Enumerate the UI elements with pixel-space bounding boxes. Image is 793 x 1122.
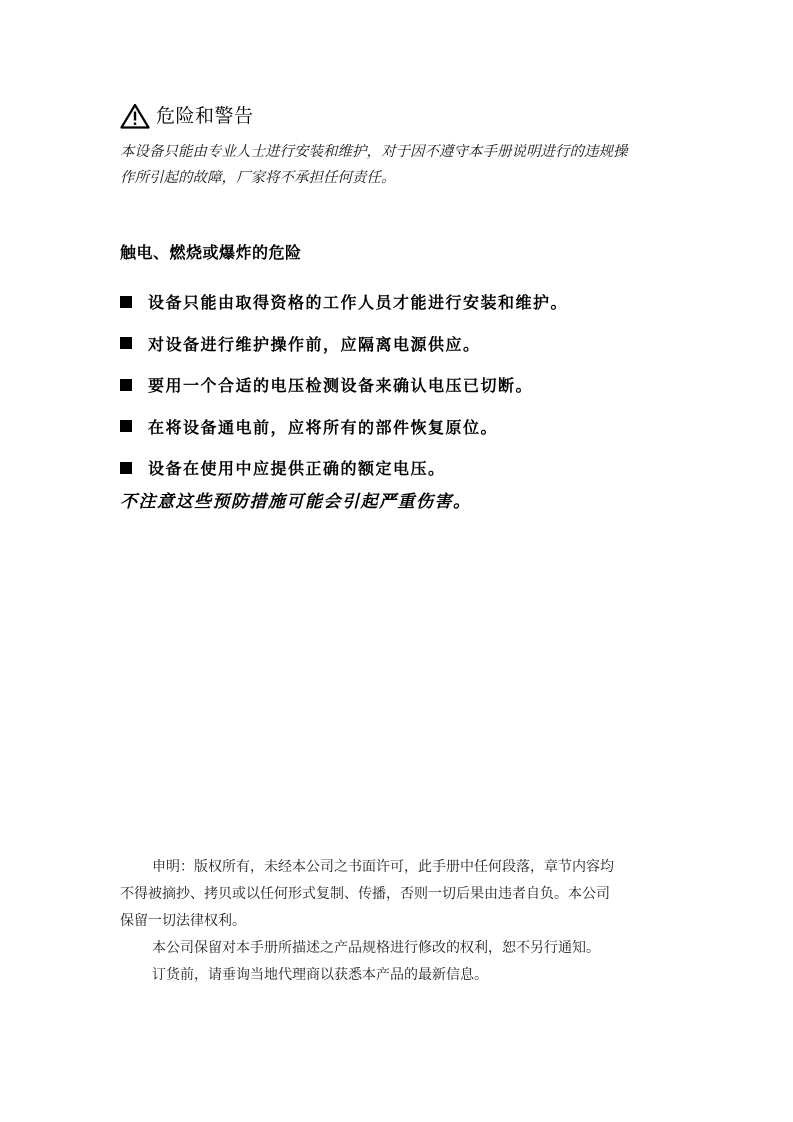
hazard-title: 触电、燃烧或爆炸的危险 [120, 243, 302, 262]
legal-ordering: 订货前，请垂询当地代理商以获悉本产品的最新信息。 [152, 967, 488, 983]
legal-statement-line: 申明：版权所有，未经本公司之书面许可，此手册中任何段落，章节内容均 [152, 859, 614, 875]
hazard-item-text: 设备只能由取得资格的工作人员才能进行安装和维护。 [148, 293, 569, 313]
warning-intro [120, 139, 700, 191]
hazard-consequence: 不注意这些预防措施可能会引起严重伤害。 [120, 492, 472, 512]
square-bullet-icon [120, 379, 132, 391]
hazard-list [120, 281, 568, 489]
legal-modification: 本公司保留对本手册所描述之产品规格进行修改的权利，恕不另行通知。 [152, 940, 600, 956]
hazard-item-text: 设备在使用中应提供正确的额定电压。 [148, 459, 446, 479]
hazard-item-text: 对设备进行维护操作前，应隔离电源供应。 [148, 334, 481, 354]
hazard-item-text: 要用一个合适的电压检测设备来确认电压已切断。 [148, 376, 534, 396]
list-item [120, 447, 568, 489]
list-item [120, 323, 568, 365]
list-item [120, 406, 568, 448]
warning-title: 危险和警告 [156, 105, 254, 127]
legal-notice [120, 854, 690, 989]
legal-statement-line: 不得被摘抄、拷贝或以任何形式复制、传播，否则一切后果由违者自负。本公司 [120, 886, 610, 902]
square-bullet-icon [120, 462, 132, 474]
warning-triangle-icon [120, 103, 150, 129]
list-item [120, 364, 568, 406]
square-bullet-icon [120, 296, 132, 308]
legal-statement-line: 保留一切法律权利。 [120, 913, 246, 929]
square-bullet-icon [120, 337, 132, 349]
hazard-item-text: 在将设备通电前，应将所有的部件恢复原位。 [148, 417, 499, 437]
warning-header [120, 102, 254, 130]
list-item [120, 281, 568, 323]
warning-intro-line: 作所引起的故障，厂家将不承担任何责任。 [120, 170, 396, 186]
square-bullet-icon [120, 420, 132, 432]
warning-intro-line: 本设备只能由专业人士进行安装和维护，对于因不遵守本手册说明进行的违规操 [120, 144, 628, 160]
